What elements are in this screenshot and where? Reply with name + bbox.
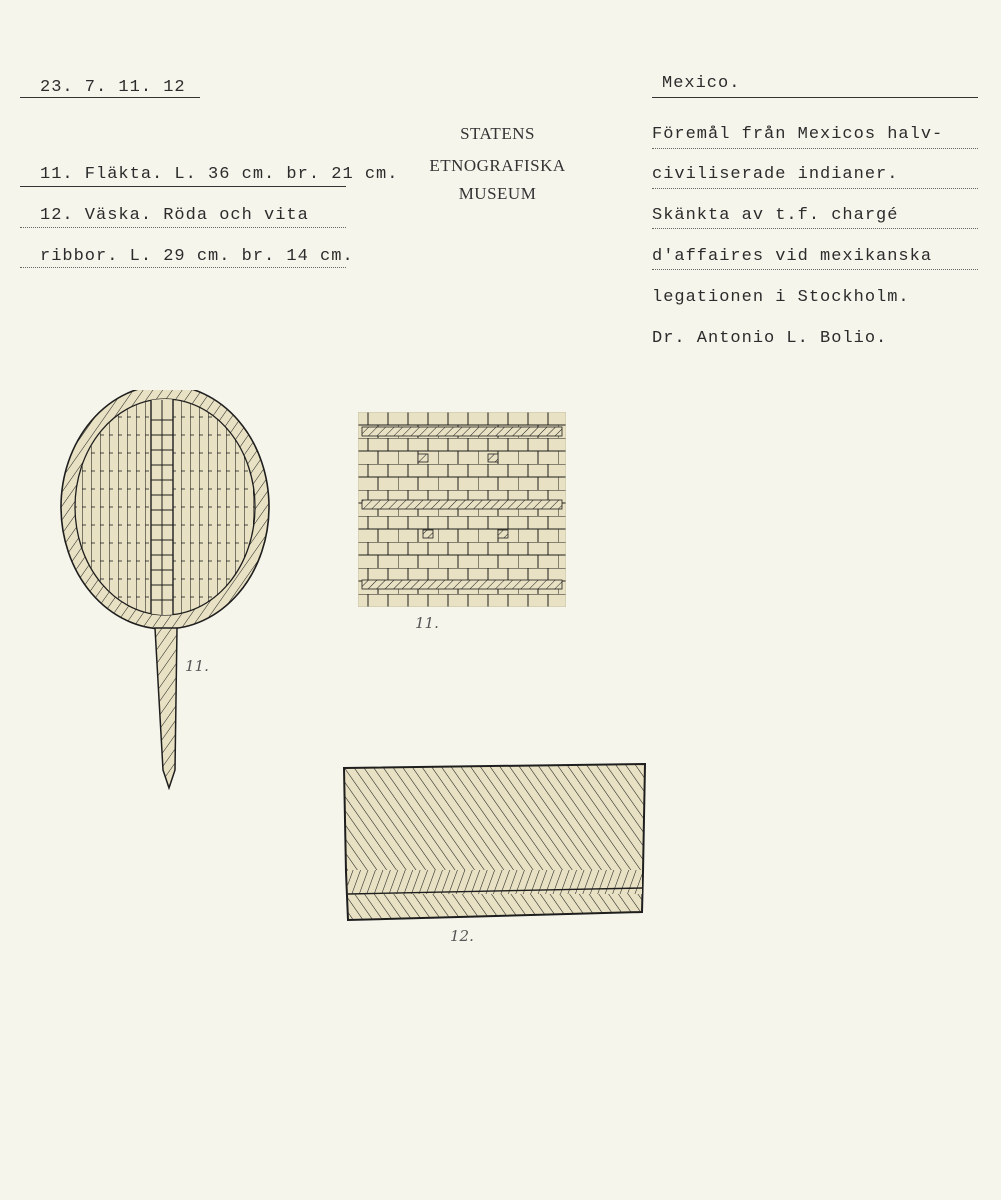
country-heading: Mexico. [662,74,741,93]
provenance-rule-3 [652,228,978,229]
entry-11-underline [20,186,346,187]
provenance-line-1: Föremål från Mexicos halv- [652,125,944,144]
provenance-line-5: legationen i Stockholm. [652,288,910,307]
catalog-entry-11: 11. Fläkta. L. 36 cm. br. 21 cm. [40,165,399,184]
provenance-rule-4 [652,269,978,270]
provenance-rule-2 [652,188,978,189]
stamp-line-etnografiska: ETNOGRAFISKA [429,156,566,175]
bag-drawing [340,762,650,924]
bag-label: 12. [450,927,474,945]
museum-stamp [410,118,585,210]
provenance-line-2: civiliserade indianer. [652,165,899,184]
provenance-rule-1 [652,148,978,149]
date-underline [20,97,200,98]
entry-12-underline [20,227,346,228]
stamp-line-museum: MUSEUM [458,184,537,203]
catalog-entry-12-cont: ribbor. L. 29 cm. br. 14 cm. [40,247,354,266]
country-underline [652,97,978,98]
provenance-line-6: Dr. Antonio L. Bolio. [652,329,888,348]
catalog-entry-12: 12. Väska. Röda och vita [40,206,309,225]
provenance-line-3: Skänkta av t.f. chargé [652,206,899,225]
fan-weave-detail [358,412,566,607]
provenance-line-4: d'affaires vid mexikanska [652,247,933,266]
catalog-date: 23. 7. 11. 12 [40,78,186,97]
weave-detail-label: 11. [415,614,439,632]
fan-label: 11. [185,657,209,675]
stamp-line-statens: STATENS [460,124,535,143]
entry-12-cont-underline [20,267,346,268]
fan-drawing [55,390,280,790]
